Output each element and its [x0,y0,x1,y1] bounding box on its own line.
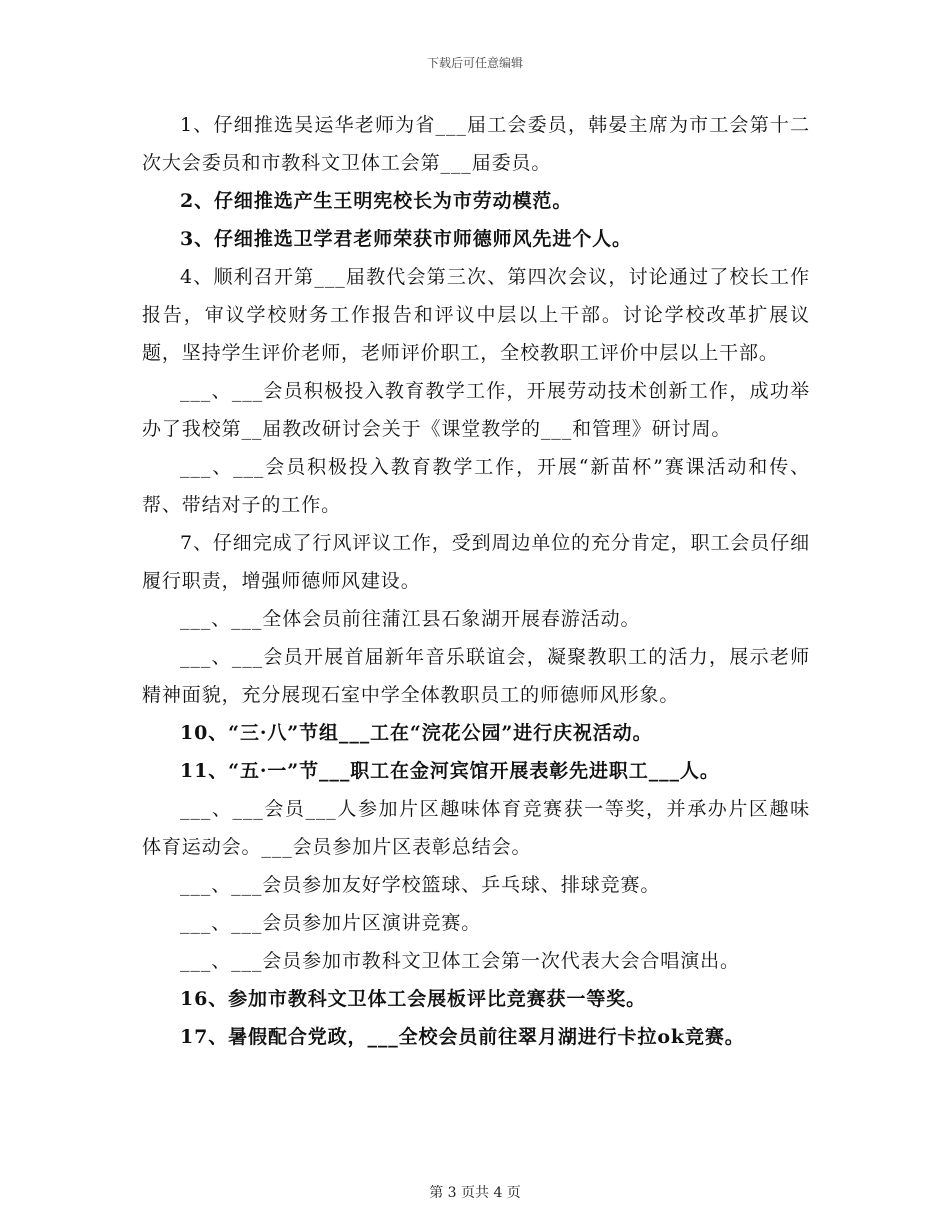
paragraph-5: ___、___会员积极投入教育教学工作，开展劳动技术创新工作，成功举办了我校第__届教改研讨会关于《课堂教学的___和管理》研讨周。 [142,380,810,440]
paragraph-15: ___、___会员参加市教科文卫体工会第一次代表大会合唱演出。 [180,950,740,972]
paragraph-7: 7、仔细完成了行风评议工作，受到周边单位的充分肯定，职工会员仔细履行职责，增强师德师风建设。 [142,532,810,592]
paragraph-13: ___、___会员参加友好学校篮球、乒乓球、排球竞赛。 [180,874,661,896]
paragraph-14: ___、___会员参加片区演讲竞赛。 [180,912,482,934]
paragraph-10: 10、“三·八”节组___工在“浣花公园”进行庆祝活动。 [180,722,653,744]
paragraph-2: 2、仔细推选产生王明宪校长为市劳动模范。 [180,190,573,212]
page-footer: 第 3 页共 4 页 [429,1185,521,1201]
paragraph-8: ___、___全体会员前往蒲江县石象湖开展春游活动。 [180,608,641,630]
paragraph-17: 17、暑假配合党政，___全校会员前往翠月湖进行卡拉ok竞赛。 [180,1026,745,1048]
paragraph-3: 3、仔细推选卫学君老师荣获市师德师风先进个人。 [180,228,632,250]
paragraph-6: ___、___会员积极投入教育教学工作，开展“新苗杯”赛课活动和传、帮、带结对子的工作。 [142,456,810,516]
paragraph-4: 4、顺利召开第___届教代会第三次、第四次会议，讨论通过了校长工作报告，审议学校财务工作报告和评议中层以上干部。讨论学校改革扩展议题，坚持学生评价老师，老师评价职工，全校教职工评价中层以上干部。 [142,266,810,364]
paragraph-9: ___、___会员开展首届新年音乐联谊会，凝聚教职工的活力，展示老师精神面貌，充分展现石室中学全体教职员工的师德师风形象。 [142,646,810,706]
document-body [142,106,810,1056]
paragraph-16: 16、参加市教科文卫体工会展板评比竞赛获一等奖。 [180,988,647,1010]
paragraph-12: ___、___会员___人参加片区趣味体育竞赛获一等奖，并承办片区趣味体育运动会。___会员参加片区表彰总结会。 [142,798,810,858]
paragraph-1: 1、仔细推选吴运华老师为省___届工会委员，韩晏主席为市工会第十二次大会委员和市教科文卫体工会第___届委员。 [142,114,810,174]
paragraph-11: 11、“五·一”节___职工在金河宾馆开展表彰先进职工___人。 [180,760,720,782]
page-header: 下载后可任意编辑 [426,56,523,70]
